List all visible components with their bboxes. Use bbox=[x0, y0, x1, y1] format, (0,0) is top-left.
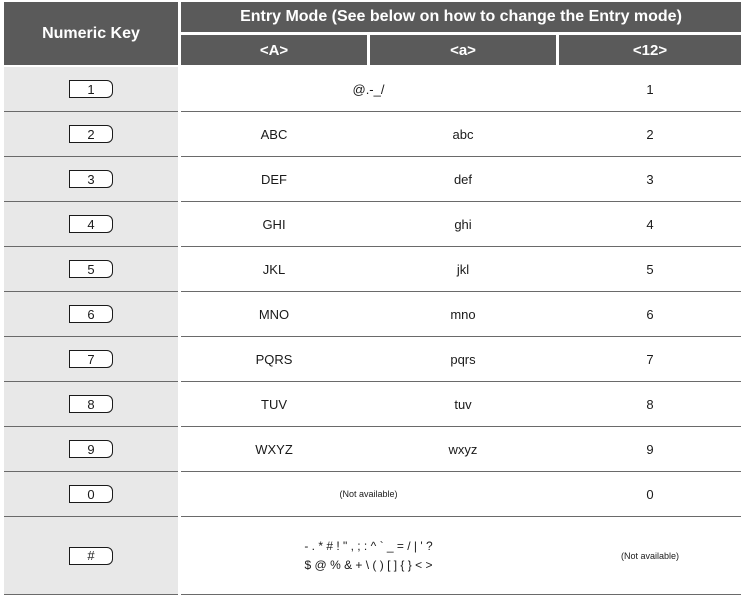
numeric-mode-value: (Not available) bbox=[620, 550, 680, 561]
uppercase-mode-value: TUV bbox=[261, 396, 287, 412]
numeric-mode-value: 7 bbox=[646, 351, 654, 367]
numeric-key-hash: # bbox=[69, 547, 113, 565]
numeric-key-9: 9 bbox=[69, 440, 113, 458]
mode-numeric-header: <12> bbox=[559, 35, 741, 65]
key-cell bbox=[4, 247, 178, 291]
symbol-characters bbox=[181, 517, 556, 594]
numeric-key-2: 2 bbox=[69, 125, 113, 143]
key-cell bbox=[4, 427, 178, 471]
column-separator bbox=[178, 0, 181, 598]
lowercase-mode-value: abc bbox=[452, 126, 474, 142]
numeric-key-5: 5 bbox=[69, 260, 113, 278]
key-cell bbox=[4, 202, 178, 246]
numeric-mode-value: 4 bbox=[646, 216, 654, 232]
uppercase-mode-value: WXYZ bbox=[255, 441, 293, 457]
numeric-key-1: 1 bbox=[69, 80, 113, 98]
lowercase-mode-value: mno bbox=[450, 306, 476, 322]
numeric-mode-value: 9 bbox=[646, 441, 654, 457]
numeric-key-7: 7 bbox=[69, 350, 113, 368]
key-cell bbox=[4, 472, 178, 516]
key-cell bbox=[4, 292, 178, 336]
key-cell bbox=[4, 112, 178, 156]
numeric-mode-value: 6 bbox=[646, 306, 654, 322]
uppercase-mode-value: ABC bbox=[260, 126, 288, 142]
uppercase-mode-value: MNO bbox=[258, 306, 290, 322]
symbol-line-2: $ @ % & + \ ( ) [ ] { } < > bbox=[304, 557, 433, 572]
key-cell bbox=[4, 337, 178, 381]
key-cell bbox=[4, 157, 178, 201]
column-separator bbox=[367, 33, 370, 66]
uppercase-mode-value: PQRS bbox=[255, 351, 293, 367]
numeric-key-6: 6 bbox=[69, 305, 113, 323]
key-cell bbox=[4, 382, 178, 426]
uppercase-mode-value: GHI bbox=[262, 216, 286, 232]
letter-mode-value: (Not available) bbox=[339, 489, 398, 499]
lowercase-mode-value: ghi bbox=[454, 216, 472, 232]
lowercase-mode-value: tuv bbox=[454, 396, 472, 412]
numeric-key-4: 4 bbox=[69, 215, 113, 233]
uppercase-mode-value: DEF bbox=[261, 171, 287, 187]
header-divider bbox=[4, 66, 741, 67]
numeric-mode-value: 5 bbox=[646, 261, 654, 277]
mode-lowercase-header: <a> bbox=[370, 35, 556, 65]
numeric-key-header: Numeric Key bbox=[4, 2, 178, 65]
entry-mode-header: Entry Mode (See below on how to change the Entry mode) bbox=[181, 2, 741, 32]
row-divider bbox=[4, 594, 741, 595]
numeric-mode-value: 3 bbox=[646, 171, 654, 187]
numeric-mode-value: 1 bbox=[646, 81, 654, 97]
mode-uppercase-header: <A> bbox=[181, 35, 367, 65]
symbol-line-1: - . * # ! " , ; : ^ ` _ = / | ' ? bbox=[304, 538, 433, 553]
numeric-key-0: 0 bbox=[69, 485, 113, 503]
numeric-mode-value: 8 bbox=[646, 396, 654, 412]
numeric-mode-value: 0 bbox=[646, 486, 654, 502]
key-cell bbox=[4, 517, 178, 594]
uppercase-mode-value: JKL bbox=[262, 261, 286, 277]
lowercase-mode-value: def bbox=[453, 171, 473, 187]
numeric-mode-value: 2 bbox=[646, 126, 654, 142]
letter-mode-value: @.-_/ bbox=[352, 81, 385, 97]
column-separator bbox=[556, 33, 559, 66]
lowercase-mode-value: pqrs bbox=[450, 351, 476, 367]
numeric-key-3: 3 bbox=[69, 170, 113, 188]
numeric-key-8: 8 bbox=[69, 395, 113, 413]
lowercase-mode-value: jkl bbox=[456, 261, 470, 277]
key-cell bbox=[4, 67, 178, 111]
lowercase-mode-value: wxyz bbox=[448, 441, 478, 457]
